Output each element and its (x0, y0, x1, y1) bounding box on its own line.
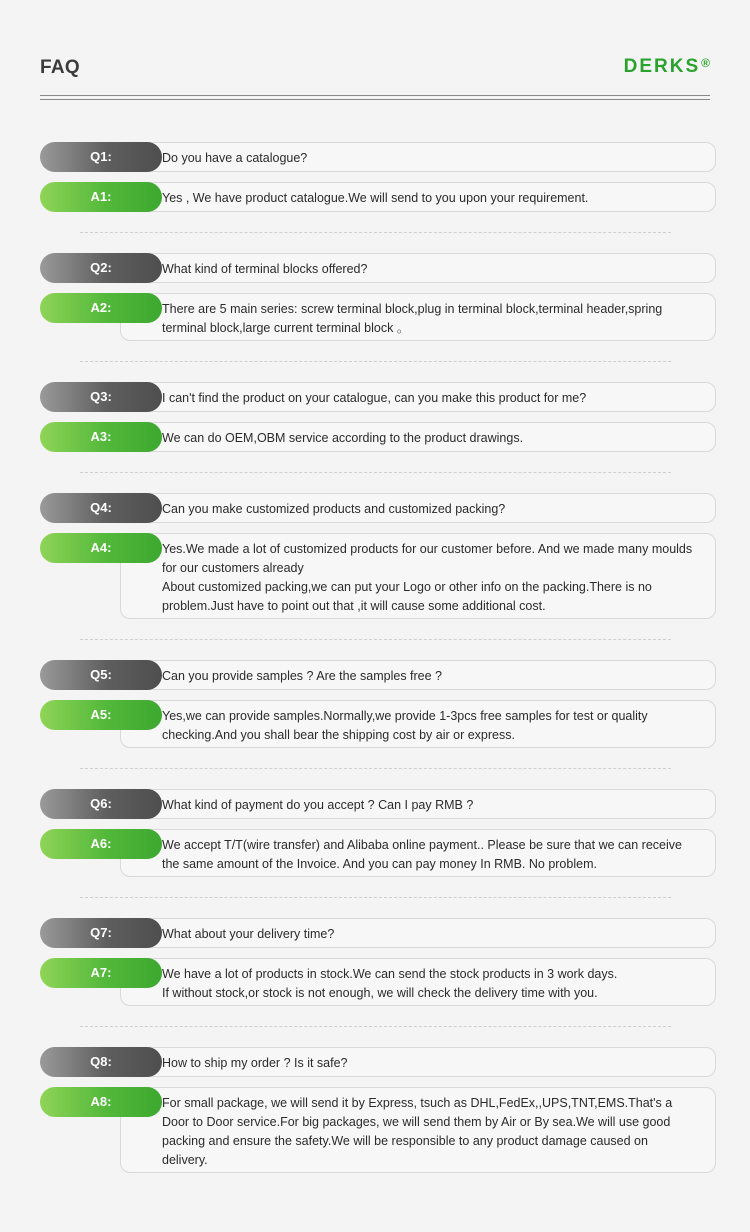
brand-name: DERKS (623, 56, 701, 77)
answer-label: A6: (40, 829, 162, 859)
answer-row (40, 958, 716, 1006)
faq-item-3 (40, 382, 716, 452)
question-text: I can't find the product on your catalogue, can you make this product for me? (120, 382, 716, 412)
answer-row (40, 533, 716, 619)
answer-row (40, 293, 716, 341)
answer-text: We can do OEM,OBM service according to the product drawings. (120, 422, 716, 452)
answer-label: A8: (40, 1087, 162, 1117)
question-label: Q5: (40, 660, 162, 690)
answer-text: Yes,we can provide samples.Normally,we provide 1-3pcs free samples for test or quality checking.And you shall bear the shipping cost by air or express. (120, 700, 716, 748)
faq-item-5 (40, 660, 716, 748)
question-label: Q6: (40, 789, 162, 819)
page-header (40, 54, 710, 104)
question-row (40, 382, 716, 412)
question-label: Q7: (40, 918, 162, 948)
question-row (40, 142, 716, 172)
answer-label: A2: (40, 293, 162, 323)
faq-item-7 (40, 918, 716, 1006)
faq-separator (80, 361, 671, 362)
faq-item-2 (40, 253, 716, 341)
question-text: Do you have a catalogue? (120, 142, 716, 172)
faq-separator (80, 639, 671, 640)
question-label: Q3: (40, 382, 162, 412)
question-row (40, 918, 716, 948)
registered-mark: ® (701, 56, 710, 70)
question-row (40, 493, 716, 523)
answer-text: We accept T/T(wire transfer) and Alibaba online payment.. Please be sure that we can receive the same amount of the Invoice. And you can pay money In RMB. No problem. (120, 829, 716, 877)
header-divider-bottom (40, 99, 710, 100)
answer-label: A5: (40, 700, 162, 730)
faq-separator (80, 472, 671, 473)
faq-item-6 (40, 789, 716, 877)
answer-text: There are 5 main series: screw terminal block,plug in terminal block,terminal header,spring terminal block,large current terminal block 。 (120, 293, 716, 341)
answer-label: A3: (40, 422, 162, 452)
answer-row (40, 422, 716, 452)
question-text: Can you make customized products and customized packing? (120, 493, 716, 523)
answer-label: A7: (40, 958, 162, 988)
question-row (40, 253, 716, 283)
question-label: Q4: (40, 493, 162, 523)
header-divider-top (40, 95, 710, 96)
faq-list (40, 142, 716, 1173)
answer-row (40, 1087, 716, 1173)
question-text: How to ship my order ? Is it safe? (120, 1047, 716, 1077)
faq-separator (80, 897, 671, 898)
question-row (40, 789, 716, 819)
answer-label: A1: (40, 182, 162, 212)
faq-item-1 (40, 142, 716, 212)
question-text: What kind of terminal blocks offered? (120, 253, 716, 283)
faq-separator (80, 1026, 671, 1027)
question-label: Q8: (40, 1047, 162, 1077)
faq-separator (80, 768, 671, 769)
faq-item-4 (40, 493, 716, 619)
answer-row (40, 700, 716, 748)
answer-label: A4: (40, 533, 162, 563)
faq-separator (80, 232, 671, 233)
question-row (40, 660, 716, 690)
question-label: Q1: (40, 142, 162, 172)
derks-logo (624, 56, 710, 78)
answer-row (40, 182, 716, 212)
faq-item-8 (40, 1047, 716, 1173)
question-text: What kind of payment do you accept ? Can I pay RMB ? (120, 789, 716, 819)
question-text: What about your delivery time? (120, 918, 716, 948)
answer-text: Yes.We made a lot of customized products for our customer before. And we made many moulds for our customers already About customized packing,we can put your Logo or other info on the packing.There is no problem.Just have to point out that ,it will cause some additional cost. (120, 533, 716, 619)
answer-text: For small package, we will send it by Express, tsuch as DHL,FedEx,,UPS,TNT,EMS.That's a Door to Door service.For big packages, we will send them by Air or By sea.We will use good packing and ensure the safety.We will be responsible to any product damage caused on delivery. (120, 1087, 716, 1173)
question-row (40, 1047, 716, 1077)
question-label: Q2: (40, 253, 162, 283)
answer-row (40, 829, 716, 877)
page-title: FAQ (40, 57, 80, 78)
answer-text: Yes , We have product catalogue.We will send to you upon your requirement. (120, 182, 716, 212)
answer-text: We have a lot of products in stock.We can send the stock products in 3 work days. If without stock,or stock is not enough, we will check the delivery time with you. (120, 958, 716, 1006)
question-text: Can you provide samples ? Are the samples free ? (120, 660, 716, 690)
